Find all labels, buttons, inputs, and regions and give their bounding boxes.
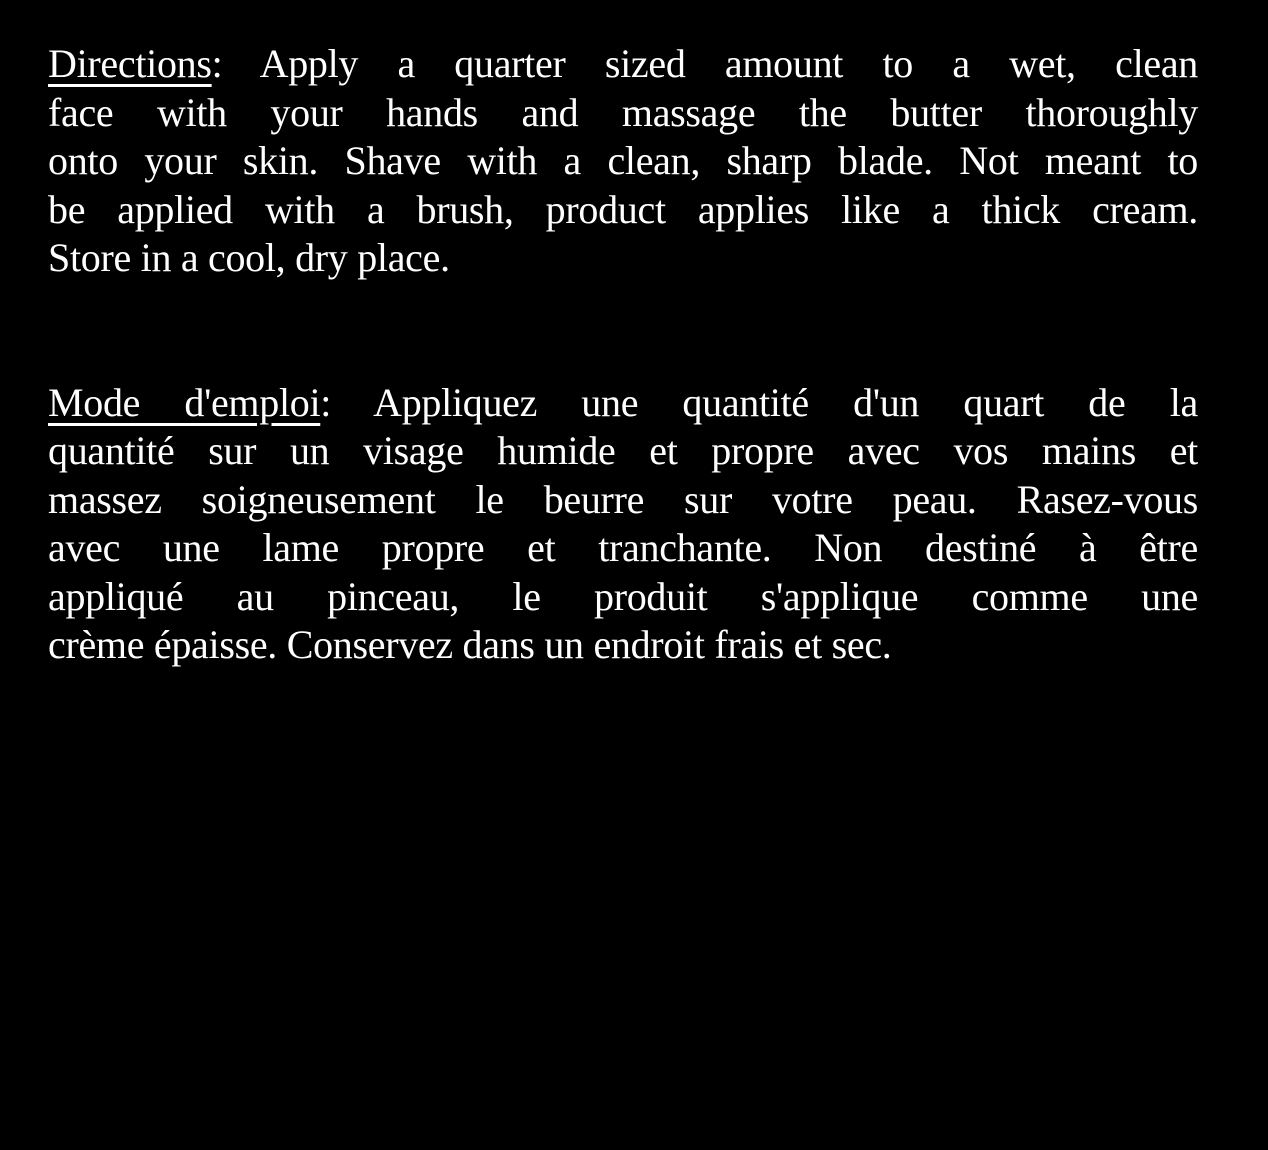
directions-fr-line1-rest: : Appliquez une quantité d'un quart de la: [320, 379, 1198, 425]
directions-fr-paragraph: [48, 379, 1198, 670]
text-line: quantité sur un visage humide et propre avec vos mains et: [48, 428, 1198, 473]
text-line: onto your skin. Shave with a clean, sharp blade. Not meant to: [48, 138, 1198, 183]
text-line: Store in a cool, dry place.: [48, 235, 450, 280]
text-line: appliqué au pinceau, le produit s'applique comme une: [48, 573, 1198, 619]
text-line: face with your hands and massage the butter thoroughly: [48, 89, 1198, 135]
directions-en-paragraph: [48, 40, 1198, 283]
directions-en-heading: Directions: [48, 41, 212, 86]
text-line: massez soigneusement le beurre sur votre peau. Rasez-vous: [48, 476, 1198, 522]
directions-fr-heading: Mode d'emploi: [48, 379, 321, 425]
text-line: be applied with a brush, product applies like a thick cream.: [48, 186, 1198, 232]
directions-en-line1-rest: : Apply a quarter sized amount to a wet, clean: [211, 41, 1198, 86]
text-line: crème épaisse. Conservez dans un endroit frais et sec.: [48, 622, 892, 667]
text-line: avec une lame propre et tranchante. Non destiné à être: [48, 525, 1198, 570]
text-line: [48, 40, 1198, 89]
text-line: [48, 379, 1198, 428]
